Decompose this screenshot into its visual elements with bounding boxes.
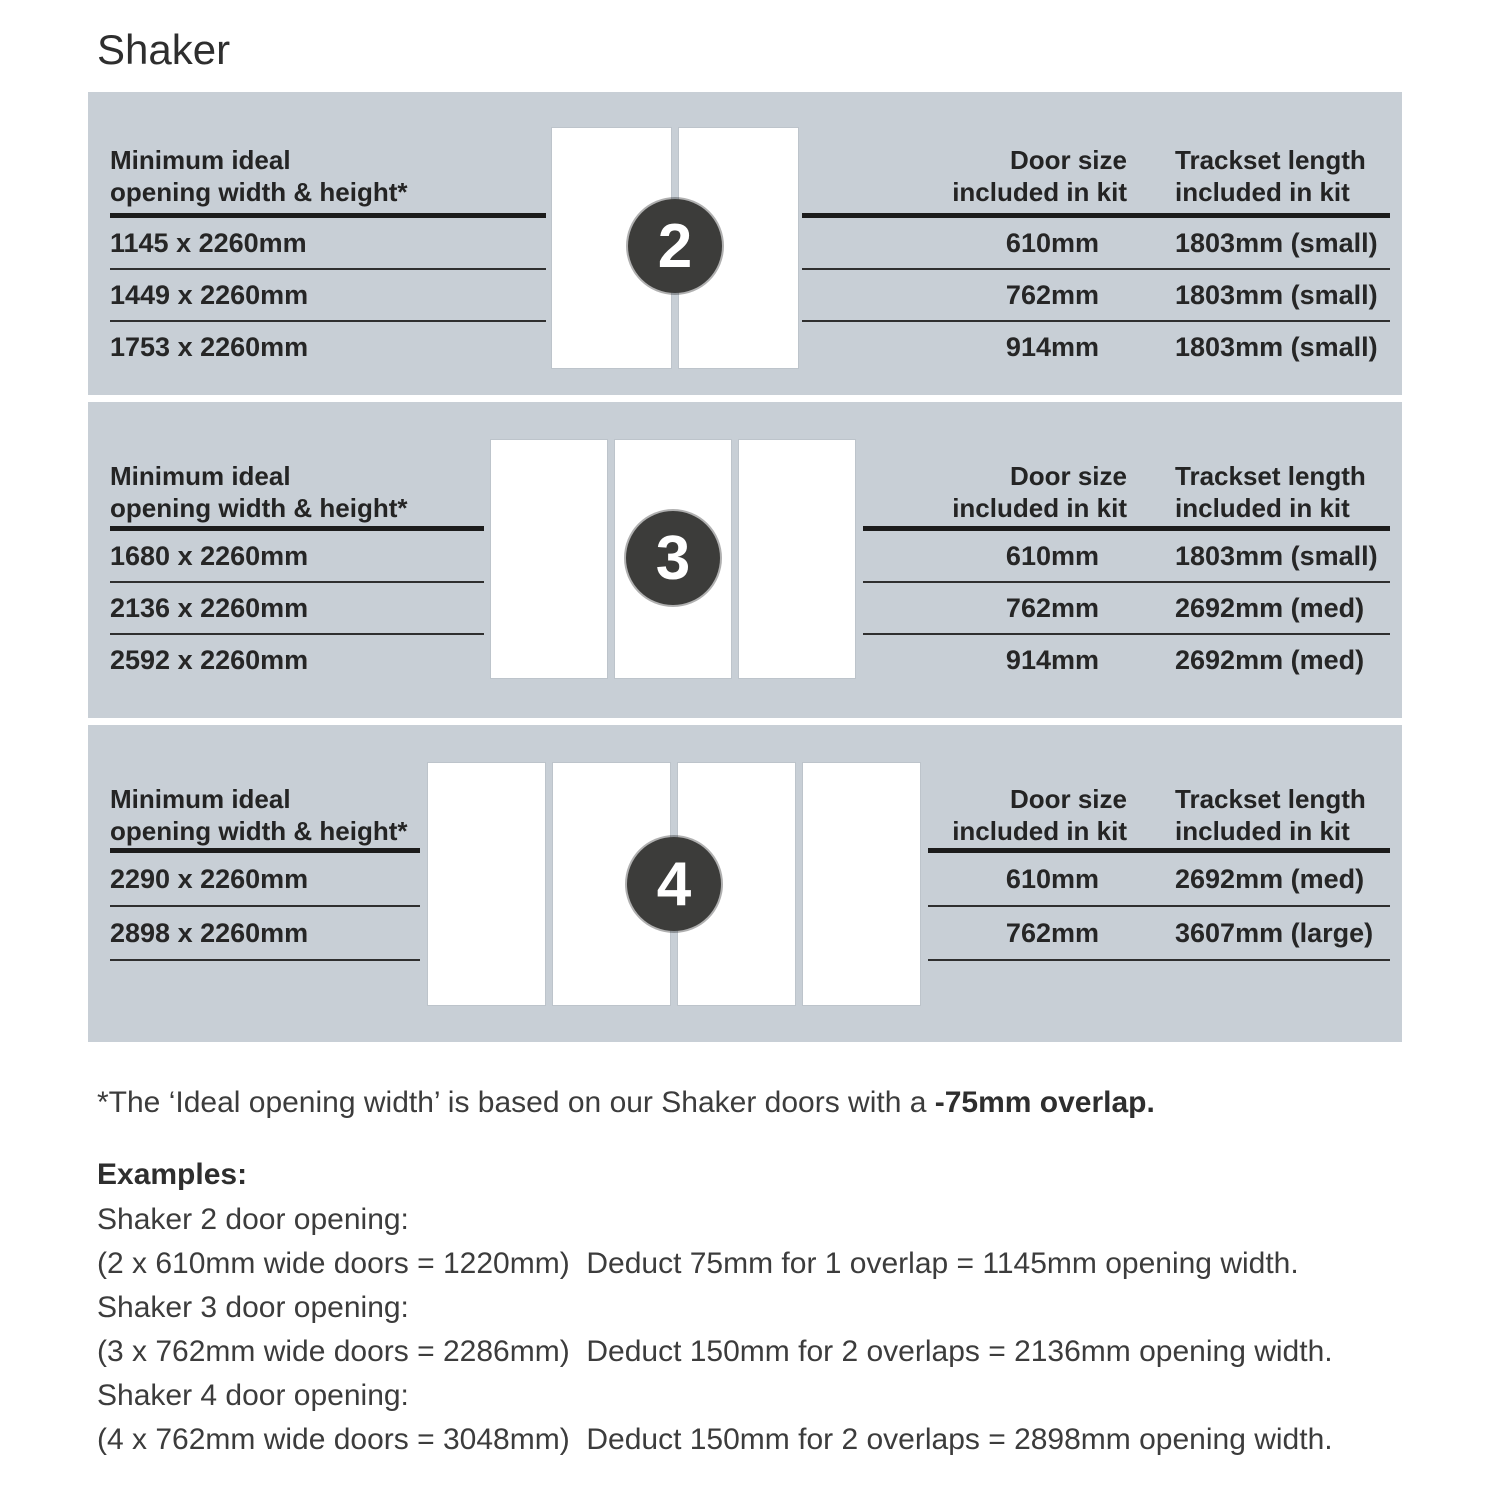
door-size-value: 762mm bbox=[1005, 593, 1099, 623]
example-line: (3 x 762mm wide doors = 2286mm) Deduct 150mm for 2 overlaps = 2136mm opening width. bbox=[97, 1335, 1333, 1368]
door-size-value: 914mm bbox=[1005, 332, 1099, 362]
kit-row bbox=[863, 531, 1390, 583]
spec-panel-2-door bbox=[88, 92, 1402, 395]
spec-panel-3-door bbox=[88, 402, 1402, 718]
min-opening-row: 1449 x 2260mm bbox=[110, 270, 546, 322]
door-size-header-line1: Door size bbox=[1009, 461, 1127, 491]
door-size-header-line1: Door size bbox=[1009, 145, 1127, 175]
min-opening-header-line1: Minimum ideal bbox=[110, 145, 291, 175]
trackset-value: 2692mm (med) bbox=[1175, 593, 1365, 623]
door-size-header-line1: Door size bbox=[1009, 784, 1127, 814]
kit-rows bbox=[802, 218, 1390, 372]
kit-table-header bbox=[928, 783, 1390, 847]
min-opening-row: 2290 x 2260mm bbox=[110, 853, 420, 907]
trackset-value: 1803mm (small) bbox=[1175, 541, 1378, 571]
min-opening-row: 1753 x 2260mm bbox=[110, 332, 309, 362]
examples-heading: Examples: bbox=[97, 1158, 248, 1191]
page-title: Shaker bbox=[97, 26, 231, 73]
min-opening-header bbox=[110, 783, 420, 847]
trackset-header-line2: included in kit bbox=[1175, 177, 1350, 207]
door-size-header-line2: included in kit bbox=[952, 816, 1127, 846]
min-opening-row: 1145 x 2260mm bbox=[110, 218, 546, 270]
min-opening-rows bbox=[110, 218, 546, 372]
min-opening-header bbox=[110, 144, 546, 208]
trackset-value: 2692mm (med) bbox=[1175, 645, 1365, 675]
min-opening-header-line2: opening width & height* bbox=[110, 177, 408, 207]
trackset-header bbox=[1175, 460, 1390, 524]
door-panel bbox=[428, 763, 545, 1005]
trackset-value: 1803mm (small) bbox=[1175, 332, 1378, 362]
min-opening-header-line1: Minimum ideal bbox=[110, 461, 291, 491]
door-size-value: 610mm bbox=[1005, 228, 1099, 258]
kit-row bbox=[802, 322, 1390, 372]
min-opening-row: 2898 x 2260mm bbox=[110, 907, 420, 961]
door-size-value: 914mm bbox=[1005, 645, 1099, 675]
door-count-badge: 4 bbox=[627, 837, 721, 931]
trackset-header-line1: Trackset length bbox=[1175, 461, 1366, 491]
door-size-value: 610mm bbox=[1005, 541, 1099, 571]
door-panel bbox=[491, 440, 607, 678]
min-opening-row: 2136 x 2260mm bbox=[110, 583, 484, 635]
kit-row bbox=[863, 583, 1390, 635]
example-line: Shaker 4 door opening: bbox=[97, 1379, 409, 1412]
door-size-value: 610mm bbox=[1005, 864, 1099, 894]
trackset-header bbox=[1175, 783, 1390, 847]
footnote-text: *The ‘Ideal opening width’ is based on our Shaker doors with a bbox=[97, 1086, 935, 1119]
example-line: Shaker 2 door opening: bbox=[97, 1203, 409, 1236]
kit-row bbox=[928, 907, 1390, 961]
door-panel bbox=[739, 440, 855, 678]
door-count-badge: 2 bbox=[628, 199, 722, 293]
min-opening-header-line1: Minimum ideal bbox=[110, 784, 291, 814]
footnote bbox=[97, 1086, 1155, 1120]
trackset-header-line2: included in kit bbox=[1175, 816, 1350, 846]
kit-row bbox=[863, 635, 1390, 685]
kit-row bbox=[802, 218, 1390, 270]
trackset-header-line1: Trackset length bbox=[1175, 145, 1366, 175]
min-opening-rows bbox=[110, 853, 420, 961]
trackset-value: 2692mm (med) bbox=[1175, 864, 1365, 894]
door-size-header-line2: included in kit bbox=[952, 177, 1127, 207]
kit-rows bbox=[863, 531, 1390, 685]
trackset-header bbox=[1175, 144, 1390, 208]
trackset-value: 1803mm (small) bbox=[1175, 280, 1378, 310]
door-size-value: 762mm bbox=[1005, 918, 1099, 948]
kit-rows bbox=[928, 853, 1390, 961]
example-line: (2 x 610mm wide doors = 1220mm) Deduct 75mm for 1 overlap = 1145mm opening width. bbox=[97, 1247, 1299, 1280]
trackset-header-line1: Trackset length bbox=[1175, 784, 1366, 814]
example-line: (4 x 762mm wide doors = 3048mm) Deduct 150mm for 2 overlaps = 2898mm opening width. bbox=[97, 1423, 1333, 1456]
min-opening-header bbox=[110, 460, 484, 524]
min-opening-row: 2592 x 2260mm bbox=[110, 645, 309, 675]
spec-panel-4-door bbox=[88, 725, 1402, 1042]
min-opening-rows bbox=[110, 531, 484, 685]
door-size-header-line2: included in kit bbox=[952, 493, 1127, 523]
door-size-value: 762mm bbox=[1005, 280, 1099, 310]
kit-row bbox=[928, 853, 1390, 907]
trackset-value: 3607mm (large) bbox=[1175, 918, 1374, 948]
door-count-badge: 3 bbox=[626, 511, 720, 605]
min-opening-header-line2: opening width & height* bbox=[110, 493, 408, 523]
kit-table-header bbox=[802, 144, 1390, 208]
kit-table-header bbox=[863, 460, 1390, 524]
min-opening-header-line2: opening width & height* bbox=[110, 816, 408, 846]
door-size-header bbox=[802, 144, 1127, 208]
door-panel bbox=[803, 763, 920, 1005]
examples-list bbox=[97, 1198, 1333, 1462]
trackset-header-line2: included in kit bbox=[1175, 493, 1350, 523]
example-line: Shaker 3 door opening: bbox=[97, 1291, 409, 1324]
min-opening-row: 1680 x 2260mm bbox=[110, 531, 484, 583]
kit-row bbox=[802, 270, 1390, 322]
door-size-header bbox=[928, 783, 1127, 847]
trackset-value: 1803mm (small) bbox=[1175, 228, 1378, 258]
footnote-bold-text: -75mm overlap. bbox=[934, 1086, 1155, 1119]
door-size-header bbox=[863, 460, 1127, 524]
